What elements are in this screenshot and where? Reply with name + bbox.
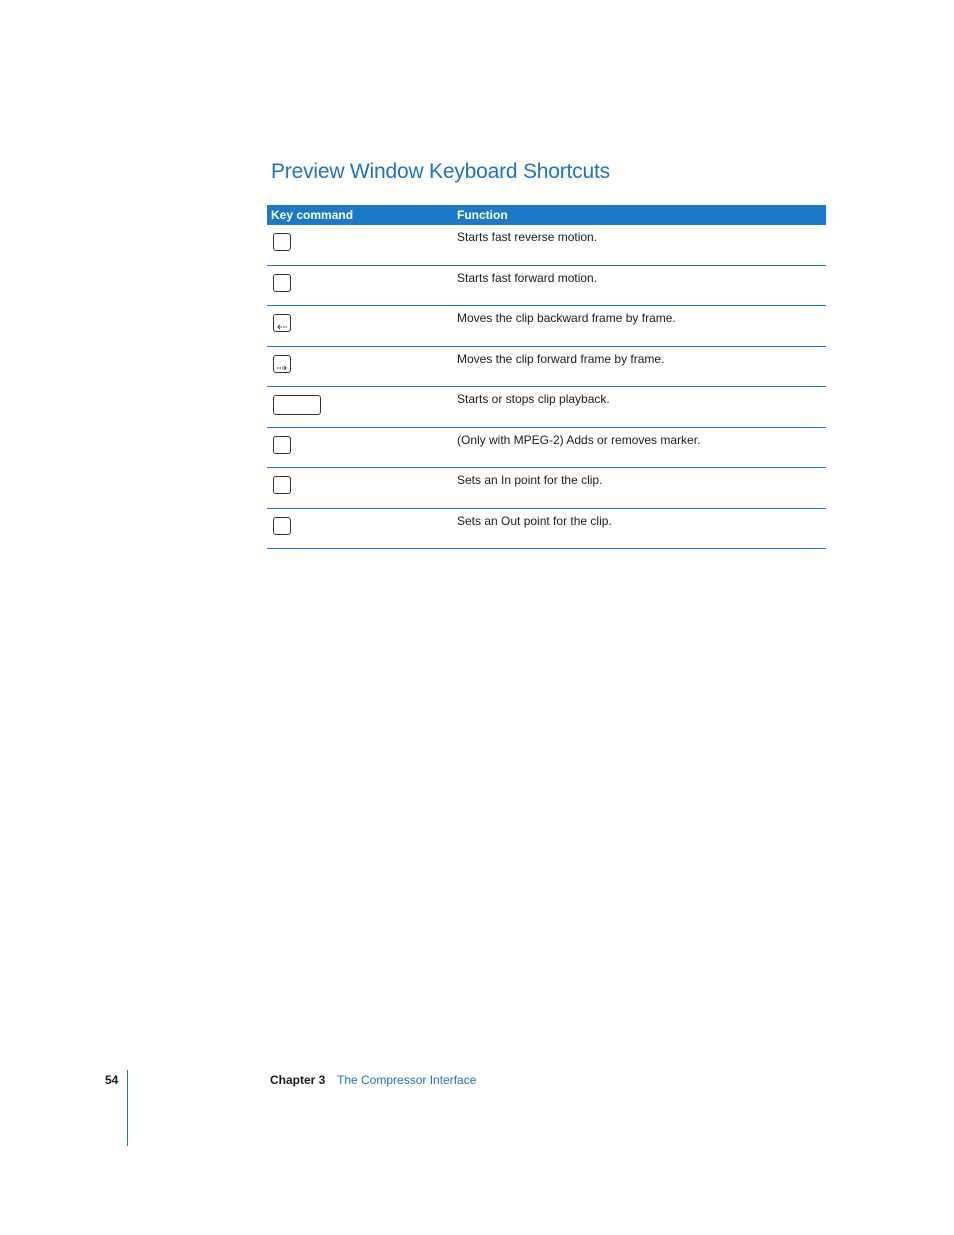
table-row bbox=[267, 225, 826, 266]
page-title: Preview Window Keyboard Shortcuts bbox=[271, 160, 610, 183]
function-text: Sets an Out point for the clip. bbox=[457, 513, 612, 528]
blank-key-icon bbox=[273, 436, 291, 454]
function-text: Starts fast forward motion. bbox=[457, 270, 598, 285]
blank-key-icon bbox=[273, 517, 291, 535]
table-row bbox=[267, 509, 826, 550]
table-row bbox=[267, 306, 826, 347]
function-text: (Only with MPEG-2) Adds or removes marker. bbox=[457, 432, 701, 447]
table-row bbox=[267, 468, 826, 509]
space-bar-key-icon bbox=[273, 395, 321, 415]
function-text: Moves the clip backward frame by frame. bbox=[457, 311, 676, 325]
footer-divider bbox=[127, 1070, 128, 1146]
blank-key-icon bbox=[273, 274, 291, 292]
function-text: Starts or stops clip playback. bbox=[457, 392, 610, 406]
function-text: Sets an In point for the clip. bbox=[457, 473, 603, 487]
table-row bbox=[267, 266, 826, 307]
function-text: Moves the clip forward frame by frame. bbox=[457, 351, 665, 366]
chapter-title-link[interactable]: The Compressor Interface bbox=[337, 1073, 477, 1087]
header-function: Function bbox=[457, 208, 508, 222]
header-key-command: Key command bbox=[271, 208, 354, 222]
page-number: 54 bbox=[105, 1073, 119, 1087]
table-row bbox=[267, 428, 826, 469]
blank-key-icon bbox=[273, 233, 291, 251]
shortcuts-table bbox=[267, 205, 826, 549]
table-row bbox=[267, 347, 826, 388]
right-arrow-key-icon bbox=[273, 355, 291, 373]
chapter-label: Chapter 3 bbox=[270, 1073, 326, 1087]
table-header bbox=[267, 205, 826, 225]
left-arrow-key-icon bbox=[273, 314, 291, 332]
function-text: Starts fast reverse motion. bbox=[457, 230, 598, 244]
table-row bbox=[267, 387, 826, 428]
blank-key-icon bbox=[273, 476, 291, 494]
